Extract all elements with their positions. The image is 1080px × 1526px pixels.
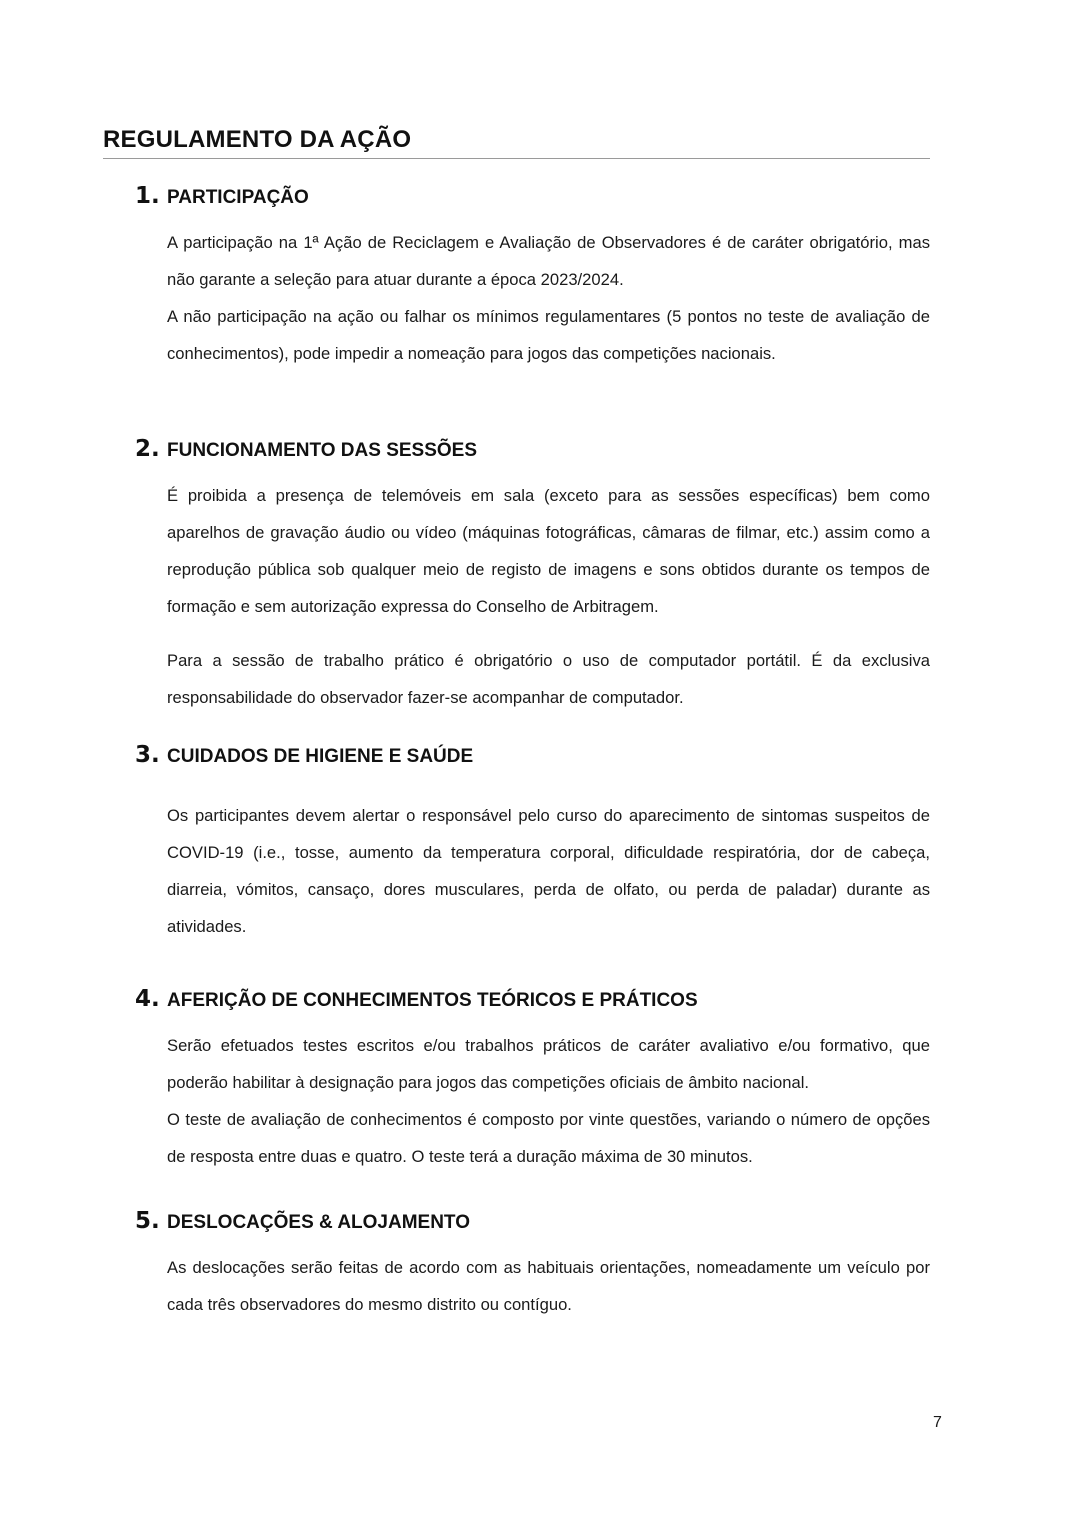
paragraph: A participação na 1ª Ação de Reciclagem e Avaliação de Observadores é de caráter obrigatório, mas não garante a seleção para atuar durante a época 2023/2024. [167, 233, 930, 289]
section-heading [135, 183, 930, 213]
section-heading [135, 1208, 930, 1238]
section-number: 1. [135, 183, 160, 209]
section-heading [135, 742, 930, 772]
paragraph: As deslocações serão feitas de acordo com as habituais orientações, nomeadamente um veículo por cada três observadores do mesmo distrito ou contíguo. [167, 1258, 930, 1314]
section-cuidados-higiene-saude [135, 742, 930, 945]
paragraph: Para a sessão de trabalho prático é obrigatório o uso de computador portátil. É da exclusiva responsabilidade do observador fazer-se acompanhar de computador. [167, 651, 930, 707]
section-title: CUIDADOS DE HIGIENE E SAÚDE [167, 746, 474, 767]
paragraph: Serão efetuados testes escritos e/ou trabalhos práticos de caráter avaliativo e/ou formativo, que poderão habilitar à designação para jogos das competições oficiais de âmbito nacional. [167, 1036, 930, 1092]
paragraph: A não participação na ação ou falhar os mínimos regulamentares (5 pontos no teste de avaliação de conhecimentos), pode impedir a nomeação para jogos das competições nacionais. [167, 307, 930, 363]
section-heading [135, 986, 930, 1016]
section-title: FUNCIONAMENTO DAS SESSÕES [167, 440, 478, 461]
section-number: 3. [135, 742, 160, 768]
page-title: REGULAMENTO DA AÇÃO [103, 126, 930, 159]
section-afericao-conhecimentos [135, 986, 930, 1175]
page-number: 7 [933, 1414, 942, 1431]
section-title: AFERIÇÃO DE CONHECIMENTOS TEÓRICOS E PRÁTICOS [167, 990, 698, 1011]
paragraph: O teste de avaliação de conhecimentos é composto por vinte questões, variando o número de opções de resposta entre duas e quatro. O teste terá a duração máxima de 30 minutos. [167, 1110, 930, 1166]
section-participacao [135, 183, 930, 372]
section-heading [135, 436, 930, 466]
section-funcionamento-sessoes [135, 436, 930, 716]
section-number: 5. [135, 1208, 160, 1234]
section-title: DESLOCAÇÕES & ALOJAMENTO [167, 1212, 470, 1233]
section-number: 2. [135, 436, 160, 462]
paragraph: Os participantes devem alertar o responsável pelo curso do aparecimento de sintomas suspeitos de COVID-19 (i.e., tosse, aumento da temperatura corporal, dificuldade respiratória, dor de cabeça, diarreia, vómitos, cansaço, dores musculares, perda de olfato, ou perda de paladar) durante as atividades. [167, 806, 930, 936]
section-number: 4. [135, 986, 160, 1012]
section-title: PARTICIPAÇÃO [167, 187, 309, 208]
section-deslocacoes-alojamento [135, 1208, 930, 1323]
paragraph: É proibida a presença de telemóveis em sala (exceto para as sessões específicas) bem como aparelhos de gravação áudio ou vídeo (máquinas fotográficas, câmaras de filmar, etc.) assim como a reprodução pública sob qualquer meio de registo de imagens e sons obtidos durante os tempos de formação e sem autorização expressa do Conselho de Arbitragem. [167, 486, 930, 616]
